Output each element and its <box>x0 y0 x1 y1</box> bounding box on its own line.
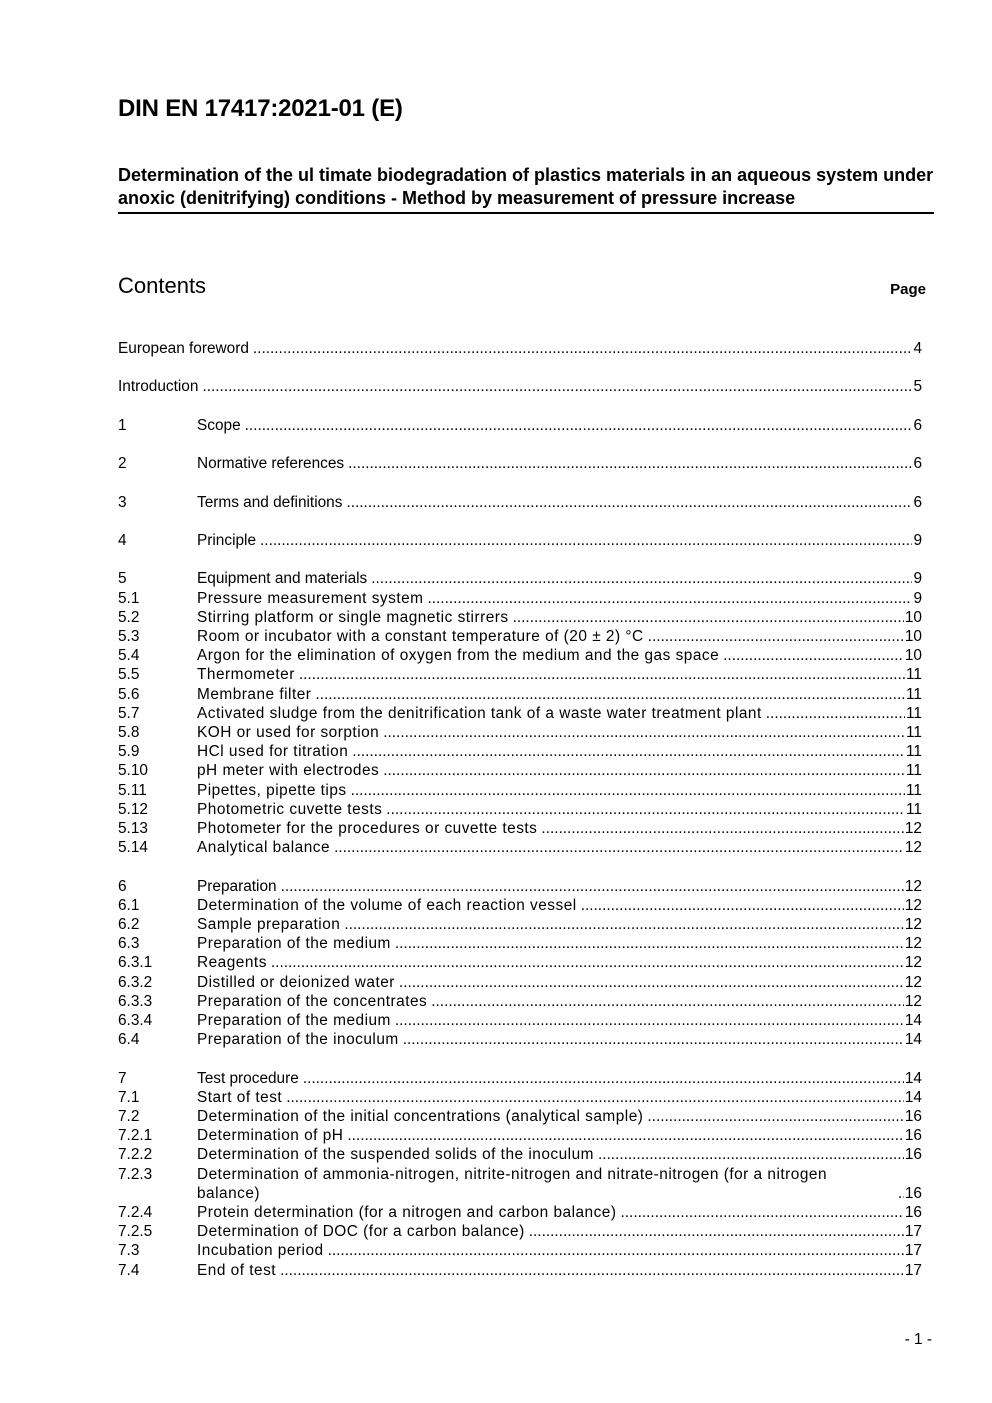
toc-entry-page: 11 <box>906 704 922 722</box>
toc-entry[interactable] <box>118 1088 922 1107</box>
toc-entry-page: 11 <box>906 781 922 799</box>
toc-entry-body <box>197 973 922 992</box>
toc-entry-body <box>197 819 922 838</box>
toc-entry-page: 12 <box>904 915 922 933</box>
toc-entry-title: Introduction <box>118 378 199 396</box>
toc-dot-leader <box>403 1030 904 1049</box>
toc-entry-body <box>197 531 922 550</box>
toc-entry-title: Determination of ammonia-nitrogen, nitrite-nitrogen and nitrate-nitrogen (for a nitrogen balance) <box>197 1165 828 1202</box>
toc-dot-leader <box>351 781 905 800</box>
toc-entry-title: Reagents <box>197 954 267 972</box>
toc-entry-page: 14 <box>904 1069 922 1087</box>
toc-entry-body <box>197 1222 922 1241</box>
toc-entry-body <box>197 800 922 819</box>
page-number: - 1 - <box>904 1331 932 1348</box>
toc-entry-body <box>197 493 922 512</box>
toc-entry[interactable] <box>118 646 922 665</box>
toc-entry-page: 12 <box>904 992 922 1010</box>
toc-entry-title: Preparation of the concentrates <box>197 992 428 1010</box>
toc-entry-title: Analytical balance <box>197 839 331 857</box>
toc-entry-page: 9 <box>913 570 922 588</box>
toc-entry-body <box>197 896 922 915</box>
toc-entry-title: Protein determination (for a nitrogen and carbon balance) <box>197 1204 617 1222</box>
toc-entry-title: Distilled or deionized water <box>197 973 395 991</box>
toc-entry-page: 11 <box>906 723 922 741</box>
toc-entry-number: 1 <box>118 416 127 434</box>
toc-entry-page: 11 <box>906 743 922 761</box>
table-of-contents <box>118 339 922 1280</box>
toc-dot-leader <box>648 627 904 646</box>
toc-entry-number: 2 <box>118 455 127 473</box>
toc-entry-body <box>197 742 922 761</box>
toc-dot-leader <box>286 1088 904 1107</box>
toc-entry-body <box>197 665 922 684</box>
toc-dot-leader <box>328 1241 904 1260</box>
toc-entry[interactable] <box>118 1030 922 1049</box>
toc-entry-page: 12 <box>904 973 922 991</box>
toc-entry-body <box>197 877 922 896</box>
toc-entry-body <box>197 723 922 742</box>
toc-entry-page: 14 <box>904 1012 922 1029</box>
toc-entry-page: 17 <box>904 1223 922 1241</box>
toc-entry-title: Membrane filter <box>197 685 312 703</box>
toc-entry-number: 5.9 <box>118 743 140 761</box>
toc-entry-body <box>197 1165 922 1203</box>
toc-entry[interactable] <box>118 742 922 761</box>
toc-entry-body <box>197 608 922 627</box>
toc-entry[interactable] <box>118 1165 922 1203</box>
toc-entry-number: 7.2.5 <box>118 1223 153 1241</box>
toc-entry[interactable] <box>118 493 922 512</box>
toc-dot-leader <box>334 838 904 857</box>
toc-dot-leader <box>260 531 912 550</box>
toc-entry-page: 12 <box>904 896 922 914</box>
toc-entry-page: 10 <box>904 647 922 665</box>
toc-entry[interactable] <box>118 1069 922 1088</box>
page-column-label: Page <box>890 281 926 298</box>
toc-dot-leader <box>399 973 904 992</box>
toc-entry-body <box>197 569 922 588</box>
toc-entry-body <box>197 704 922 723</box>
toc-entry-number: 7.2 <box>118 1108 140 1125</box>
toc-entry-title: pH meter with electrodes <box>197 762 380 780</box>
toc-entry-body <box>197 953 922 972</box>
toc-entry-body <box>197 1011 922 1030</box>
toc-entry-number: 6 <box>118 877 127 895</box>
contents-heading: Contents <box>118 273 207 298</box>
toc-entry-title: Sample preparation <box>197 915 341 933</box>
toc-entry-page: 11 <box>906 800 922 818</box>
toc-entry[interactable] <box>118 665 922 684</box>
toc-entry[interactable] <box>118 685 922 704</box>
toc-dot-leader <box>346 493 912 512</box>
toc-dot-leader <box>513 608 904 627</box>
toc-entry-body <box>197 685 922 704</box>
toc-entry-body <box>197 934 922 953</box>
toc-entry-body <box>197 627 922 646</box>
toc-dot-leader <box>383 761 905 780</box>
toc-entry-body <box>197 1069 922 1088</box>
toc-entry[interactable] <box>118 800 922 819</box>
toc-entry-title: Determination of DOC (for a carbon balance) <box>197 1223 525 1241</box>
toc-entry-number: 5.11 <box>118 781 147 799</box>
toc-entry[interactable] <box>118 1107 922 1126</box>
toc-entry-number: 6.2 <box>118 915 140 933</box>
toc-entry-number: 5.10 <box>118 762 148 780</box>
toc-entry-page: 6 <box>913 416 922 434</box>
toc-entry-page: 11 <box>906 762 922 780</box>
toc-entry-number: 6.3.3 <box>118 992 153 1010</box>
toc-entry[interactable] <box>118 781 922 800</box>
toc-entry-page: 16 <box>904 1127 922 1145</box>
toc-entry-title: Pipettes, pipette tips <box>197 781 347 799</box>
toc-entry[interactable] <box>118 953 922 972</box>
toc-entry-title: Determination of pH <box>197 1127 344 1145</box>
toc-entry-title: Start of test <box>197 1088 283 1106</box>
toc-dot-leader <box>529 1222 904 1241</box>
toc-entry-title: Thermometer <box>197 666 295 684</box>
toc-dot-leader <box>245 416 913 435</box>
toc-entry-body <box>197 992 922 1011</box>
toc-entry-body <box>197 1088 922 1107</box>
toc-entry[interactable] <box>118 838 922 857</box>
toc-entry-page: 6 <box>913 493 922 511</box>
toc-dot-leader <box>898 1184 904 1203</box>
toc-entry-page: 9 <box>913 589 922 607</box>
toc-entry-title: Argon for the elimination of oxygen from the medium and the gas space <box>197 647 720 665</box>
toc-dot-leader <box>348 454 912 473</box>
toc-entry[interactable] <box>118 1011 922 1030</box>
toc-entry-body <box>197 1107 922 1126</box>
toc-entry-number: 5.4 <box>118 647 140 665</box>
toc-dot-leader <box>766 704 905 723</box>
toc-entry-page: 5 <box>913 378 922 396</box>
toc-entry[interactable] <box>118 896 922 915</box>
toc-entry[interactable] <box>118 416 922 435</box>
toc-entry[interactable] <box>118 531 922 550</box>
toc-entry-page: 12 <box>904 877 922 895</box>
toc-entry-number: 5.12 <box>118 800 148 818</box>
toc-entry[interactable] <box>118 1203 922 1222</box>
toc-entry-body <box>197 1241 922 1260</box>
toc-entry-body <box>197 454 922 473</box>
toc-entry-title: Terms and definitions <box>197 493 343 511</box>
toc-entry-title: Scope <box>197 416 241 434</box>
toc-entry-page: 12 <box>904 839 922 857</box>
toc-entry-page: 9 <box>913 531 922 549</box>
toc-entry-number: 5.14 <box>118 839 148 857</box>
toc-entry-page: 10 <box>904 627 922 645</box>
toc-entry-number: 7 <box>118 1069 127 1087</box>
toc-entry[interactable] <box>118 1241 922 1260</box>
toc-entry-title: Room or incubator with a constant temperature of (20 ± 2) °C <box>197 627 644 645</box>
toc-entry[interactable] <box>118 1222 922 1241</box>
toc-entry[interactable] <box>118 877 922 896</box>
toc-entry[interactable] <box>118 915 922 934</box>
toc-entry-number: 7.3 <box>118 1242 140 1260</box>
toc-entry-page: 17 <box>904 1242 922 1260</box>
toc-entry-number: 6.3.1 <box>118 954 153 972</box>
toc-entry-body <box>118 377 922 396</box>
toc-entry-body <box>197 646 922 665</box>
toc-entry[interactable] <box>118 1145 922 1164</box>
toc-entry-title: Determination of the initial concentrations (analytical sample) <box>197 1108 644 1125</box>
toc-entry-page: 16 <box>904 1146 922 1164</box>
toc-entry-title: Preparation of the medium <box>197 935 391 953</box>
toc-entry-page: 12 <box>904 935 922 953</box>
toc-entry-page: 11 <box>906 666 922 684</box>
toc-dot-leader <box>315 685 905 704</box>
toc-entry[interactable] <box>118 1126 922 1145</box>
toc-dot-leader <box>395 1011 904 1030</box>
toc-entry-body <box>197 416 922 435</box>
document-id: DIN EN 17417:2021-01 (E) <box>118 95 403 122</box>
toc-entry-page: 10 <box>904 608 922 626</box>
toc-dot-leader <box>598 1145 904 1164</box>
toc-dot-leader <box>431 992 904 1011</box>
document-title: Determination of the ul timate biodegradation of plastics materials in an aqueous system under anoxic (denitrifying) conditions - Method by measurement of pressure increase <box>118 164 934 214</box>
toc-dot-leader <box>541 819 903 838</box>
toc-dot-leader <box>581 896 904 915</box>
toc-entry-number: 5.7 <box>118 704 140 722</box>
toc-entry-body <box>118 339 922 358</box>
toc-entry-body <box>197 1145 922 1164</box>
toc-entry-body <box>197 1030 922 1049</box>
toc-entry[interactable] <box>118 723 922 742</box>
toc-entry-page: 11 <box>906 685 922 703</box>
toc-entry-page: 12 <box>904 819 922 837</box>
toc-entry[interactable] <box>118 339 922 358</box>
toc-entry-number: 6.1 <box>118 896 140 914</box>
toc-dot-leader <box>383 723 905 742</box>
toc-entry-page: 14 <box>904 1088 922 1106</box>
toc-entry[interactable] <box>118 934 922 953</box>
toc-entry-body <box>197 1126 922 1145</box>
toc-entry-page: 14 <box>904 1031 922 1049</box>
toc-entry-title: Preparation of the inoculum <box>197 1031 399 1049</box>
toc-entry-page: 16 <box>904 1204 922 1222</box>
toc-entry-number: 5.6 <box>118 685 140 703</box>
toc-dot-leader <box>303 1069 904 1088</box>
toc-entry[interactable] <box>118 377 922 396</box>
toc-dot-leader <box>723 646 904 665</box>
toc-entry-number: 7.2.2 <box>118 1146 153 1164</box>
toc-entry-number: 7.1 <box>118 1088 140 1106</box>
toc-entry-number: 6.3.2 <box>118 973 153 991</box>
toc-entry-page: 17 <box>904 1261 922 1279</box>
toc-entry-title: Preparation <box>197 877 277 895</box>
toc-entry-body <box>197 589 922 608</box>
toc-entry[interactable] <box>118 1261 922 1280</box>
toc-dot-leader <box>253 339 913 358</box>
toc-entry-number: 5.13 <box>118 819 148 837</box>
toc-entry-title: Determination of the suspended solids of the inoculum <box>197 1146 594 1164</box>
toc-entry-number: 7.2.4 <box>118 1204 153 1222</box>
toc-entry-number: 6.4 <box>118 1031 140 1049</box>
toc-dot-leader <box>271 953 904 972</box>
toc-entry-number: 7.2.1 <box>118 1127 153 1145</box>
toc-entry-title: Incubation period <box>197 1242 324 1260</box>
toc-entry-title: Principle <box>197 531 257 549</box>
toc-dot-leader <box>344 915 904 934</box>
toc-entry-title: HCl used for titration <box>197 743 349 761</box>
toc-entry[interactable] <box>118 761 922 780</box>
toc-entry-title: Pressure measurement system <box>197 589 424 607</box>
toc-dot-leader <box>427 589 912 608</box>
toc-entry-title: Stirring platform or single magnetic stirrers <box>197 608 509 626</box>
toc-dot-leader <box>647 1107 903 1126</box>
toc-entry-number: 4 <box>118 531 127 549</box>
toc-entry-title: Normative references <box>197 455 345 473</box>
toc-dot-leader <box>281 877 904 896</box>
toc-entry-number: 5 <box>118 570 127 588</box>
toc-entry-page: 12 <box>904 954 922 972</box>
toc-entry[interactable] <box>118 704 922 723</box>
toc-entry-body <box>197 915 922 934</box>
toc-entry-page: 6 <box>913 455 922 473</box>
toc-entry-number: 5.1 <box>118 589 140 607</box>
toc-entry-number: 5.2 <box>118 608 140 626</box>
toc-entry-body <box>197 1261 922 1280</box>
toc-entry-title: Activated sludge from the denitrification tank of a waste water treatment plant <box>197 704 762 722</box>
toc-entry-number: 5.5 <box>118 666 140 684</box>
toc-entry-title: Photometric cuvette tests <box>197 800 383 818</box>
toc-entry[interactable] <box>118 992 922 1011</box>
toc-entry-number: 6.3 <box>118 935 140 953</box>
toc-dot-leader <box>202 377 912 396</box>
toc-entry-number: 7.2.3 <box>118 1165 153 1183</box>
toc-entry-title: Test procedure <box>197 1069 299 1087</box>
toc-entry-title: European foreword <box>118 340 249 357</box>
toc-entry-page: 16 <box>904 1184 922 1202</box>
toc-entry-title: Photometer for the procedures or cuvette tests <box>197 819 538 837</box>
toc-entry-number: 7.4 <box>118 1261 140 1279</box>
toc-entry-title: KOH or used for sorption <box>197 723 380 741</box>
toc-entry-page: 4 <box>913 340 922 357</box>
toc-entry-title: Preparation of the medium <box>197 1012 391 1029</box>
toc-dot-leader <box>371 569 912 588</box>
toc-entry[interactable] <box>118 569 922 588</box>
toc-dot-leader <box>386 800 905 819</box>
toc-entry-number: 6.3.4 <box>118 1012 153 1029</box>
toc-entry-title: Equipment and materials <box>197 570 368 588</box>
toc-entry-number: 5.8 <box>118 723 140 741</box>
toc-entry-number: 5.3 <box>118 627 140 645</box>
toc-entry-body <box>197 838 922 857</box>
toc-entry-body <box>197 1203 922 1222</box>
toc-dot-leader <box>280 1261 904 1280</box>
toc-entry-body <box>197 761 922 780</box>
toc-dot-leader <box>621 1203 904 1222</box>
toc-entry[interactable] <box>118 589 922 608</box>
toc-entry[interactable] <box>118 627 922 646</box>
toc-entry[interactable] <box>118 608 922 627</box>
toc-dot-leader <box>299 665 905 684</box>
toc-dot-leader <box>395 934 904 953</box>
toc-entry[interactable] <box>118 973 922 992</box>
toc-entry-page: 16 <box>904 1108 922 1125</box>
toc-entry[interactable] <box>118 819 922 838</box>
toc-entry-title: End of test <box>197 1261 277 1279</box>
toc-entry-title: Determination of the volume of each reaction vessel <box>197 896 577 914</box>
toc-dot-leader <box>347 1126 904 1145</box>
toc-dot-leader <box>352 742 905 761</box>
toc-entry[interactable] <box>118 454 922 473</box>
toc-entry-number: 3 <box>118 493 127 511</box>
toc-entry-body <box>197 781 922 800</box>
